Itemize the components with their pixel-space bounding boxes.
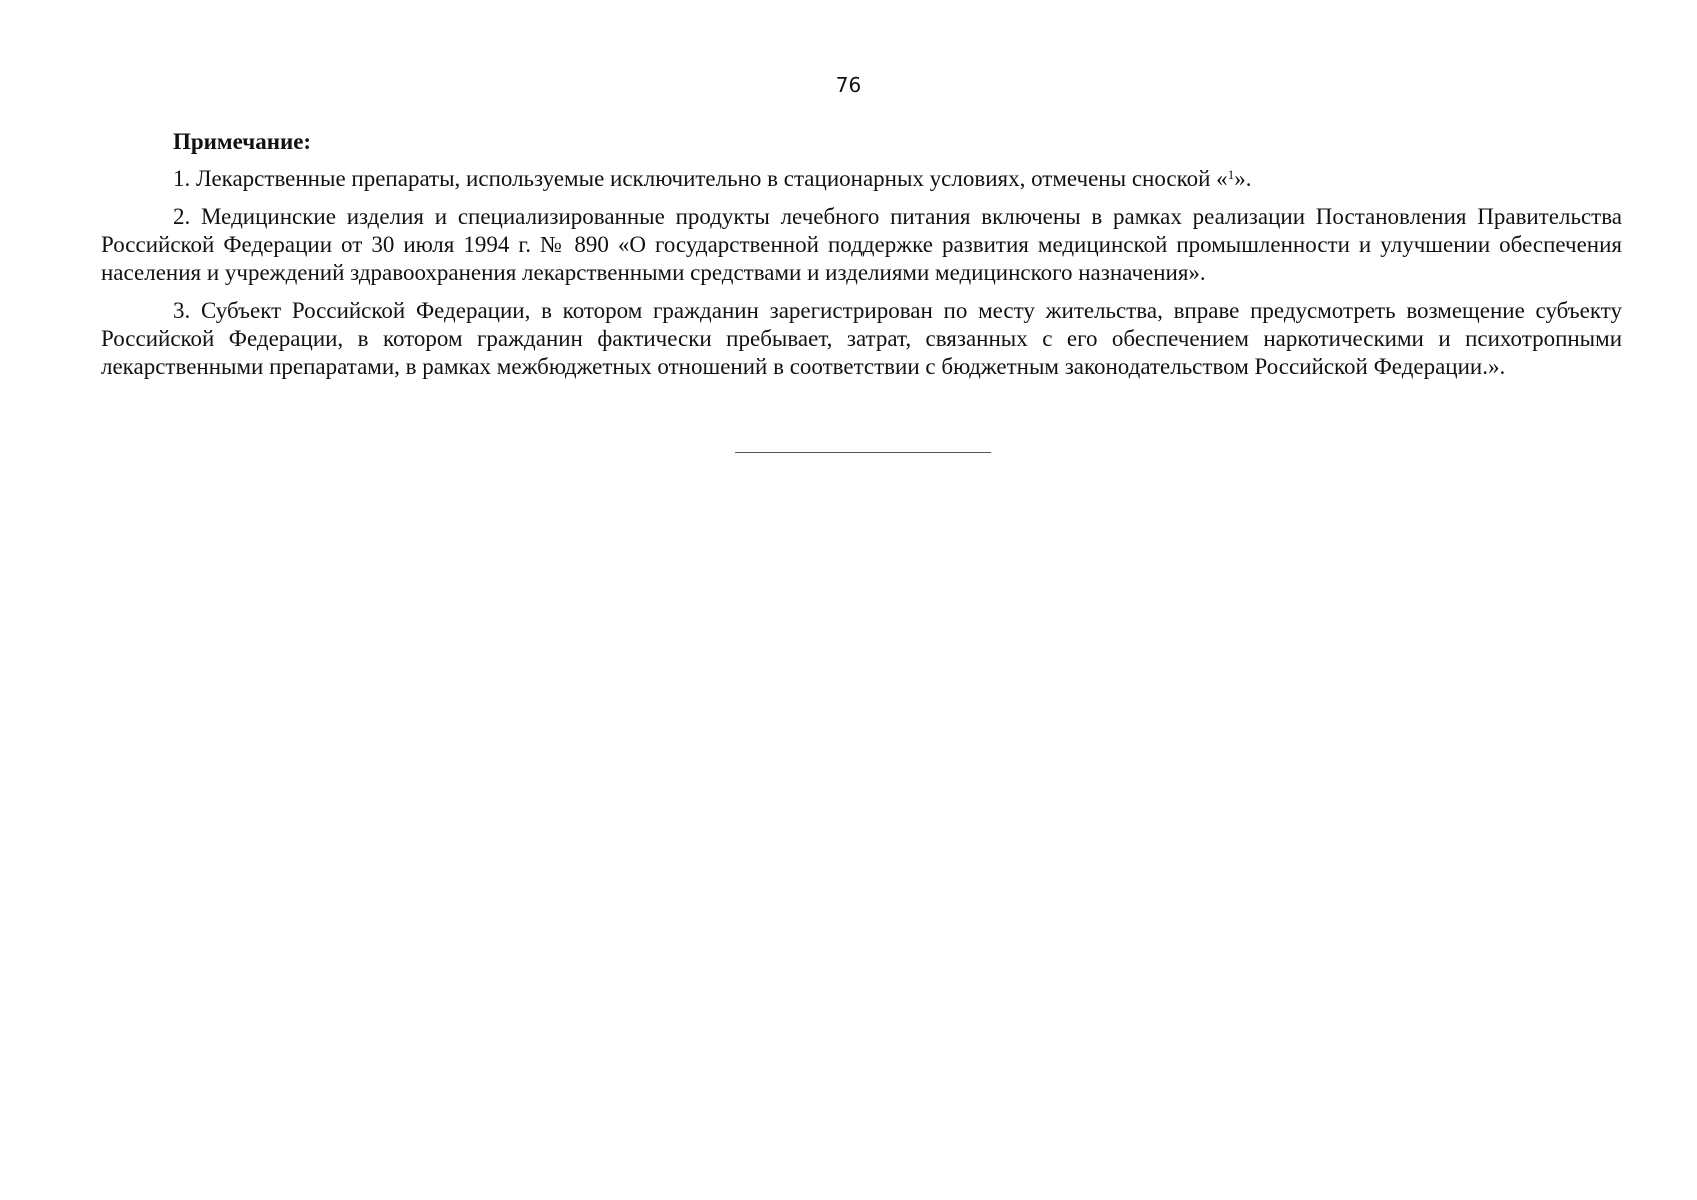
footnote-mark: 1: [1227, 167, 1235, 182]
note-item-1-tail: ».: [1234, 166, 1252, 191]
note-item-3: 3. Субъект Российской Федерации, в котором гражданин зарегистрирован по месту жительства, вправе предусмотреть возмещение субъекту Российской Федерации, в котором гражданин фактически пребывает, затрат, связанных с его обеспечением наркотическими и психотропными лекарственными препаратами, в рамках межбюджетных отношений в соответствии с бюджетным законодательством Российской Федерации.».: [101, 298, 1622, 379]
note-item-2: 2. Медицинские изделия и специализированные продукты лечебного питания включены в рамках реализации Постановления Правительства Российской Федерации от 30 июля 1994 г. № 890 «О государственной поддержке развития медицинской промышленности и улучшении обеспечения населения и учреждений здравоохранения лекарственными средствами и изделиями медицинского назначения».: [101, 204, 1622, 285]
note-heading: Примечание:: [173, 129, 312, 154]
note-section: [101, 127, 1622, 391]
note-item-1: [101, 165, 1622, 193]
end-divider: [735, 452, 991, 453]
page-number: 76: [835, 73, 862, 97]
note-item-1-text: 1. Лекарственные препараты, используемые исключительно в стационарных условиях, отмечены сноской «: [173, 166, 1228, 191]
